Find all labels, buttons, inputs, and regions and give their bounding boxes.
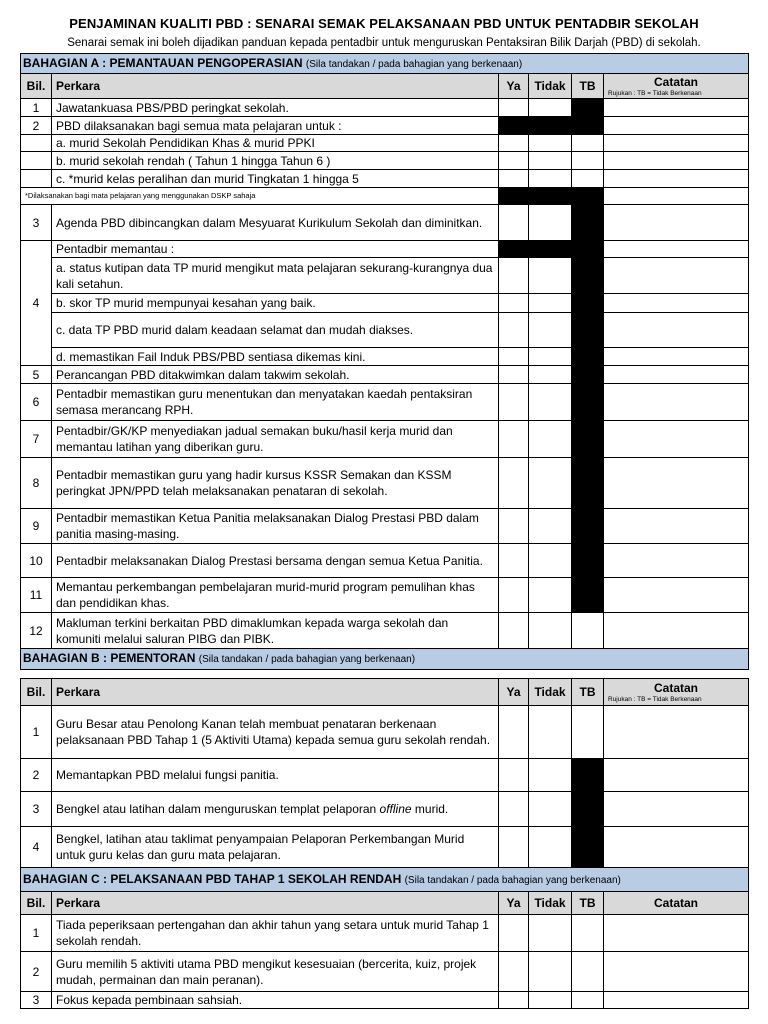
catatan-cell[interactable] <box>604 258 749 294</box>
col-tb: TB <box>572 679 604 706</box>
section-b-header <box>21 649 749 670</box>
tidak-cell[interactable] <box>529 544 572 578</box>
ya-cell[interactable] <box>499 952 529 992</box>
col-tb: TB <box>572 74 604 99</box>
row-subitem: a. status kutipan data TP murid mengikut mata pelajaran sekurang-kurangnya dua kali setahun. <box>52 258 499 294</box>
col-catatan <box>604 74 749 99</box>
tb-cell-disabled <box>572 759 604 792</box>
row-bil: 5 <box>21 366 52 384</box>
tb-cell-disabled <box>572 827 604 868</box>
table-row <box>21 578 749 613</box>
row-bil: 3 <box>21 205 52 241</box>
catatan-cell[interactable] <box>604 952 749 992</box>
ya-cell-disabled <box>499 188 529 205</box>
section-a-title: BAHAGIAN A : PEMANTAUAN PENGOPERASIAN <box>23 55 303 70</box>
tb-cell[interactable] <box>572 170 604 188</box>
tb-cell[interactable] <box>572 992 604 1009</box>
tidak-cell[interactable] <box>529 952 572 992</box>
row-bil: 1 <box>21 99 52 117</box>
table-row <box>21 992 749 1009</box>
tidak-cell[interactable] <box>529 827 572 868</box>
tidak-cell[interactable] <box>529 152 572 170</box>
tb-cell-disabled <box>572 384 604 421</box>
row-bil: 9 <box>21 509 52 544</box>
table-row <box>21 792 749 827</box>
tidak-cell[interactable] <box>529 384 572 421</box>
col-tb: TB <box>572 892 604 915</box>
tidak-cell-disabled <box>529 241 572 258</box>
col-ya: Ya <box>499 679 529 706</box>
ya-cell[interactable] <box>499 152 529 170</box>
row-perkara: Pentadbir memastikan Ketua Panitia melaksanakan Dialog Prestasi PBD dalam panitia masing-masing. <box>52 509 499 544</box>
spacer-row <box>21 670 749 679</box>
row-perkara-emphasis: offline <box>379 802 412 816</box>
table-row <box>21 366 749 384</box>
table-row <box>21 241 749 258</box>
ya-cell[interactable] <box>499 135 529 152</box>
row-perkara: Memantapkan PBD melalui fungsi panitia. <box>52 759 499 792</box>
tb-cell-disabled <box>572 544 604 578</box>
ya-cell[interactable] <box>499 170 529 188</box>
row-bil: 1 <box>21 915 52 952</box>
ya-cell[interactable] <box>499 759 529 792</box>
row-perkara: Jawatankuasa PBS/PBD peringkat sekolah. <box>52 99 499 117</box>
table-header-row <box>21 74 749 99</box>
tb-cell-disabled <box>572 99 604 117</box>
catatan-cell[interactable] <box>604 706 749 759</box>
table-row <box>21 99 749 117</box>
footnote-text: *Dilaksanakan bagi mata pelajaran yang menggunakan DSKP sahaja <box>21 188 499 205</box>
table-subrow <box>21 170 749 188</box>
tidak-cell[interactable] <box>529 99 572 117</box>
catatan-cell[interactable] <box>604 366 749 384</box>
row-perkara-part: murid. <box>411 802 449 816</box>
catatan-cell[interactable] <box>604 313 749 348</box>
table-row <box>21 458 749 509</box>
row-bil: 11 <box>21 578 52 613</box>
tb-cell[interactable] <box>572 135 604 152</box>
catatan-cell[interactable] <box>604 241 749 258</box>
row-bil-empty <box>21 152 52 170</box>
row-subitem: b. skor TP murid mempunyai kesahan yang baik. <box>52 294 499 313</box>
ya-cell[interactable] <box>499 366 529 384</box>
section-a-note: (Sila tandakan / pada bahagian yang berkenaan) <box>305 58 523 70</box>
row-bil: 12 <box>21 613 52 649</box>
row-bil: 2 <box>21 952 52 992</box>
catatan-cell[interactable] <box>604 188 749 205</box>
tb-cell-disabled <box>572 509 604 544</box>
row-perkara: Guru Besar atau Penolong Kanan telah membuat penataran berkenaan pelaksanaan PBD Tahap 1 (5 Aktiviti Utama) kepada semua guru sekolah rendah. <box>52 706 499 759</box>
tb-cell-disabled <box>572 348 604 366</box>
col-ya: Ya <box>499 892 529 915</box>
row-subitem: c. *murid kelas peralihan dan murid Tingkatan 1 hingga 5 <box>52 170 499 188</box>
ya-cell[interactable] <box>499 258 529 294</box>
col-catatan-label: Catatan <box>654 74 699 89</box>
row-perkara: Tiada peperiksaan pertengahan dan akhir tahun yang setara untuk murid Tahap 1 sekolah rendah. <box>52 915 499 952</box>
tb-cell[interactable] <box>572 915 604 952</box>
row-perkara: Agenda PBD dibincangkan dalam Mesyuarat Kurikulum Sekolah dan diminitkan. <box>52 205 499 241</box>
catatan-cell[interactable] <box>604 99 749 117</box>
section-c-note: (Sila tandakan / pada bahagian yang berkenaan) <box>404 874 621 886</box>
catatan-cell[interactable] <box>604 544 749 578</box>
col-perkara: Perkara <box>52 74 499 99</box>
section-b-title: BAHAGIAN B : PEMENTORAN <box>23 651 196 665</box>
col-catatan-ref: Rujukan : TB = Tidak Berkenaan <box>608 89 702 97</box>
ya-cell-disabled <box>499 241 529 258</box>
catatan-cell[interactable] <box>604 205 749 241</box>
tidak-cell-disabled <box>529 117 572 135</box>
tidak-cell[interactable] <box>529 421 572 458</box>
row-subitem: c. data TP PBD murid dalam keadaan selamat dan mudah diakses. <box>52 313 499 348</box>
ya-cell[interactable] <box>499 99 529 117</box>
tidak-cell[interactable] <box>529 205 572 241</box>
row-bil-empty <box>21 135 52 152</box>
col-bil: Bil. <box>21 892 52 915</box>
col-bil: Bil. <box>21 74 52 99</box>
ya-cell[interactable] <box>499 509 529 544</box>
row-bil: 4 <box>21 241 52 366</box>
table-header-row <box>21 679 749 706</box>
col-tidak: Tidak <box>529 892 572 915</box>
tb-cell-disabled <box>572 366 604 384</box>
row-bil: 7 <box>21 421 52 458</box>
catatan-cell[interactable] <box>604 384 749 421</box>
tb-cell[interactable] <box>572 152 604 170</box>
tidak-cell[interactable] <box>529 294 572 313</box>
tb-cell-disabled <box>572 421 604 458</box>
col-catatan-label: Catatan <box>654 680 699 695</box>
ya-cell[interactable] <box>499 348 529 366</box>
tb-cell[interactable] <box>572 613 604 649</box>
row-perkara: Pentadbir memastikan guru menentukan dan menyatakan kaedah pentaksiran semasa merancang RPH. <box>52 384 499 421</box>
tidak-cell[interactable] <box>529 170 572 188</box>
tb-cell-disabled <box>572 188 604 205</box>
ya-cell[interactable] <box>499 421 529 458</box>
catatan-cell[interactable] <box>604 992 749 1009</box>
col-perkara: Perkara <box>52 892 499 915</box>
tidak-cell[interactable] <box>529 706 572 759</box>
checklist-table <box>20 53 749 1009</box>
spacer <box>21 670 749 679</box>
table-subrow <box>21 294 749 313</box>
table-row <box>21 952 749 992</box>
tidak-cell[interactable] <box>529 578 572 613</box>
table-row <box>21 509 749 544</box>
tidak-cell[interactable] <box>529 792 572 827</box>
col-tidak: Tidak <box>529 74 572 99</box>
col-catatan <box>604 679 749 706</box>
ya-cell[interactable] <box>499 205 529 241</box>
row-perkara: Pentadbir memastikan guru yang hadir kursus KSSR Semakan dan KSSM peringkat JPN/PPD telah melaksanakan penataran di sekolah. <box>52 458 499 509</box>
tb-cell-disabled <box>572 117 604 135</box>
table-row <box>21 117 749 135</box>
row-bil: 2 <box>21 759 52 792</box>
table-row <box>21 759 749 792</box>
catatan-cell[interactable] <box>604 613 749 649</box>
row-perkara: Guru memilih 5 aktiviti utama PBD mengikut kesesuaian (bercerita, kuiz, projek mudah, permainan dan main peranan). <box>52 952 499 992</box>
table-subrow <box>21 348 749 366</box>
ya-cell[interactable] <box>499 706 529 759</box>
page-subtitle: Senarai semak ini boleh dijadikan panduan kepada pentadbir untuk menguruskan Pentaksiran Bilik Darjah (PBD) di sekolah. <box>67 37 701 49</box>
row-perkara: Pentadbir memantau : <box>52 241 499 258</box>
row-subitem: b. murid sekolah rendah ( Tahun 1 hingga Tahun 6 ) <box>52 152 499 170</box>
row-perkara <box>52 792 499 827</box>
row-bil: 3 <box>21 992 52 1009</box>
row-bil: 1 <box>21 706 52 759</box>
footnote-row <box>21 188 749 205</box>
catatan-cell[interactable] <box>604 135 749 152</box>
ya-cell[interactable] <box>499 458 529 509</box>
row-subitem: a. murid Sekolah Pendidikan Khas & murid PPKI <box>52 135 499 152</box>
page-title: PENJAMINAN KUALITI PBD : SENARAI SEMAK PELAKSANAAN PBD UNTUK PENTADBIR SEKOLAH <box>69 16 699 31</box>
row-bil: 3 <box>21 792 52 827</box>
table-row <box>21 827 749 868</box>
section-c-title: BAHAGIAN C : PELAKSANAAN PBD TAHAP 1 SEKOLAH RENDAH <box>23 871 402 886</box>
tidak-cell[interactable] <box>529 258 572 294</box>
ya-cell[interactable] <box>499 613 529 649</box>
table-subrow <box>21 313 749 348</box>
catatan-cell[interactable] <box>604 458 749 509</box>
table-row <box>21 613 749 649</box>
catatan-cell[interactable] <box>604 792 749 827</box>
catatan-cell[interactable] <box>604 170 749 188</box>
catatan-cell[interactable] <box>604 348 749 366</box>
tidak-cell[interactable] <box>529 135 572 152</box>
table-header-row <box>21 892 749 915</box>
row-perkara: Fokus kepada pembinaan sahsiah. <box>52 992 499 1009</box>
row-perkara: Makluman terkini berkaitan PBD dimaklumkan kepada warga sekolah dan komuniti melalui saluran PIBG dan PIBK. <box>52 613 499 649</box>
catatan-cell[interactable] <box>604 117 749 135</box>
catatan-cell[interactable] <box>604 421 749 458</box>
table-row <box>21 706 749 759</box>
ya-cell[interactable] <box>499 827 529 868</box>
tidak-cell[interactable] <box>529 613 572 649</box>
row-perkara: PBD dilaksanakan bagi semua mata pelajaran untuk : <box>52 117 499 135</box>
tidak-cell[interactable] <box>529 313 572 348</box>
table-subrow <box>21 152 749 170</box>
tidak-cell[interactable] <box>529 348 572 366</box>
catatan-cell[interactable] <box>604 827 749 868</box>
row-perkara: Perancangan PBD ditakwimkan dalam takwim sekolah. <box>52 366 499 384</box>
col-catatan-ref: Rujukan : TB = Tidak Berkenaan <box>608 695 702 703</box>
catatan-cell[interactable] <box>604 509 749 544</box>
row-bil: 2 <box>21 117 52 135</box>
table-row <box>21 544 749 578</box>
ya-cell[interactable] <box>499 915 529 952</box>
tb-cell-disabled <box>572 578 604 613</box>
catatan-cell[interactable] <box>604 294 749 313</box>
ya-cell[interactable] <box>499 294 529 313</box>
table-subrow <box>21 135 749 152</box>
tidak-cell-disabled <box>529 188 572 205</box>
row-subitem: d. memastikan Fail Induk PBS/PBD sentiasa dikemas kini. <box>52 348 499 366</box>
row-perkara: Bengkel, latihan atau taklimat penyampaian Pelaporan Perkembangan Murid untuk guru kelas dan guru mata pelajaran. <box>52 827 499 868</box>
row-bil-empty <box>21 170 52 188</box>
col-perkara: Perkara <box>52 679 499 706</box>
section-c-header <box>21 868 749 892</box>
tidak-cell[interactable] <box>529 509 572 544</box>
tb-cell-disabled <box>572 458 604 509</box>
ya-cell[interactable] <box>499 992 529 1009</box>
ya-cell-disabled <box>499 117 529 135</box>
tb-cell-disabled <box>572 241 604 258</box>
tidak-cell[interactable] <box>529 366 572 384</box>
tb-cell-disabled <box>572 792 604 827</box>
tb-cell[interactable] <box>572 952 604 992</box>
ya-cell[interactable] <box>499 544 529 578</box>
col-ya: Ya <box>499 74 529 99</box>
tidak-cell[interactable] <box>529 915 572 952</box>
tb-cell[interactable] <box>572 706 604 759</box>
catatan-cell[interactable] <box>604 578 749 613</box>
table-row <box>21 205 749 241</box>
col-bil: Bil. <box>21 679 52 706</box>
row-bil: 10 <box>21 544 52 578</box>
catatan-cell[interactable] <box>604 915 749 952</box>
row-perkara: Memantau perkembangan pembelajaran murid-murid program pemulihan khas dan pendidikan khas. <box>52 578 499 613</box>
catatan-cell[interactable] <box>604 152 749 170</box>
catatan-cell[interactable] <box>604 759 749 792</box>
col-tidak: Tidak <box>529 679 572 706</box>
tb-cell-disabled <box>572 294 604 313</box>
table-row <box>21 915 749 952</box>
section-a-header <box>21 54 749 74</box>
row-perkara: Pentadbir/GK/KP menyediakan jadual semakan buku/hasil kerja murid dan memantau latihan yang diberikan guru. <box>52 421 499 458</box>
tidak-cell[interactable] <box>529 759 572 792</box>
row-perkara: Pentadbir melaksanakan Dialog Prestasi bersama dengan semua Ketua Panitia. <box>52 544 499 578</box>
tidak-cell[interactable] <box>529 992 572 1009</box>
ya-cell[interactable] <box>499 792 529 827</box>
row-bil: 4 <box>21 827 52 868</box>
row-perkara-part: Bengkel atau latihan dalam menguruskan templat pelaporan <box>56 802 380 816</box>
col-catatan: Catatan <box>604 892 749 915</box>
table-subrow <box>21 258 749 294</box>
ya-cell[interactable] <box>499 384 529 421</box>
ya-cell[interactable] <box>499 313 529 348</box>
section-b-note: (Sila tandakan / pada bahagian yang berkenaan) <box>198 654 416 665</box>
tb-cell-disabled <box>572 258 604 294</box>
tidak-cell[interactable] <box>529 458 572 509</box>
tb-cell-disabled <box>572 313 604 348</box>
table-row <box>21 421 749 458</box>
tb-cell-disabled <box>572 205 604 241</box>
ya-cell[interactable] <box>499 578 529 613</box>
row-bil: 8 <box>21 458 52 509</box>
table-row <box>21 384 749 421</box>
row-bil: 6 <box>21 384 52 421</box>
